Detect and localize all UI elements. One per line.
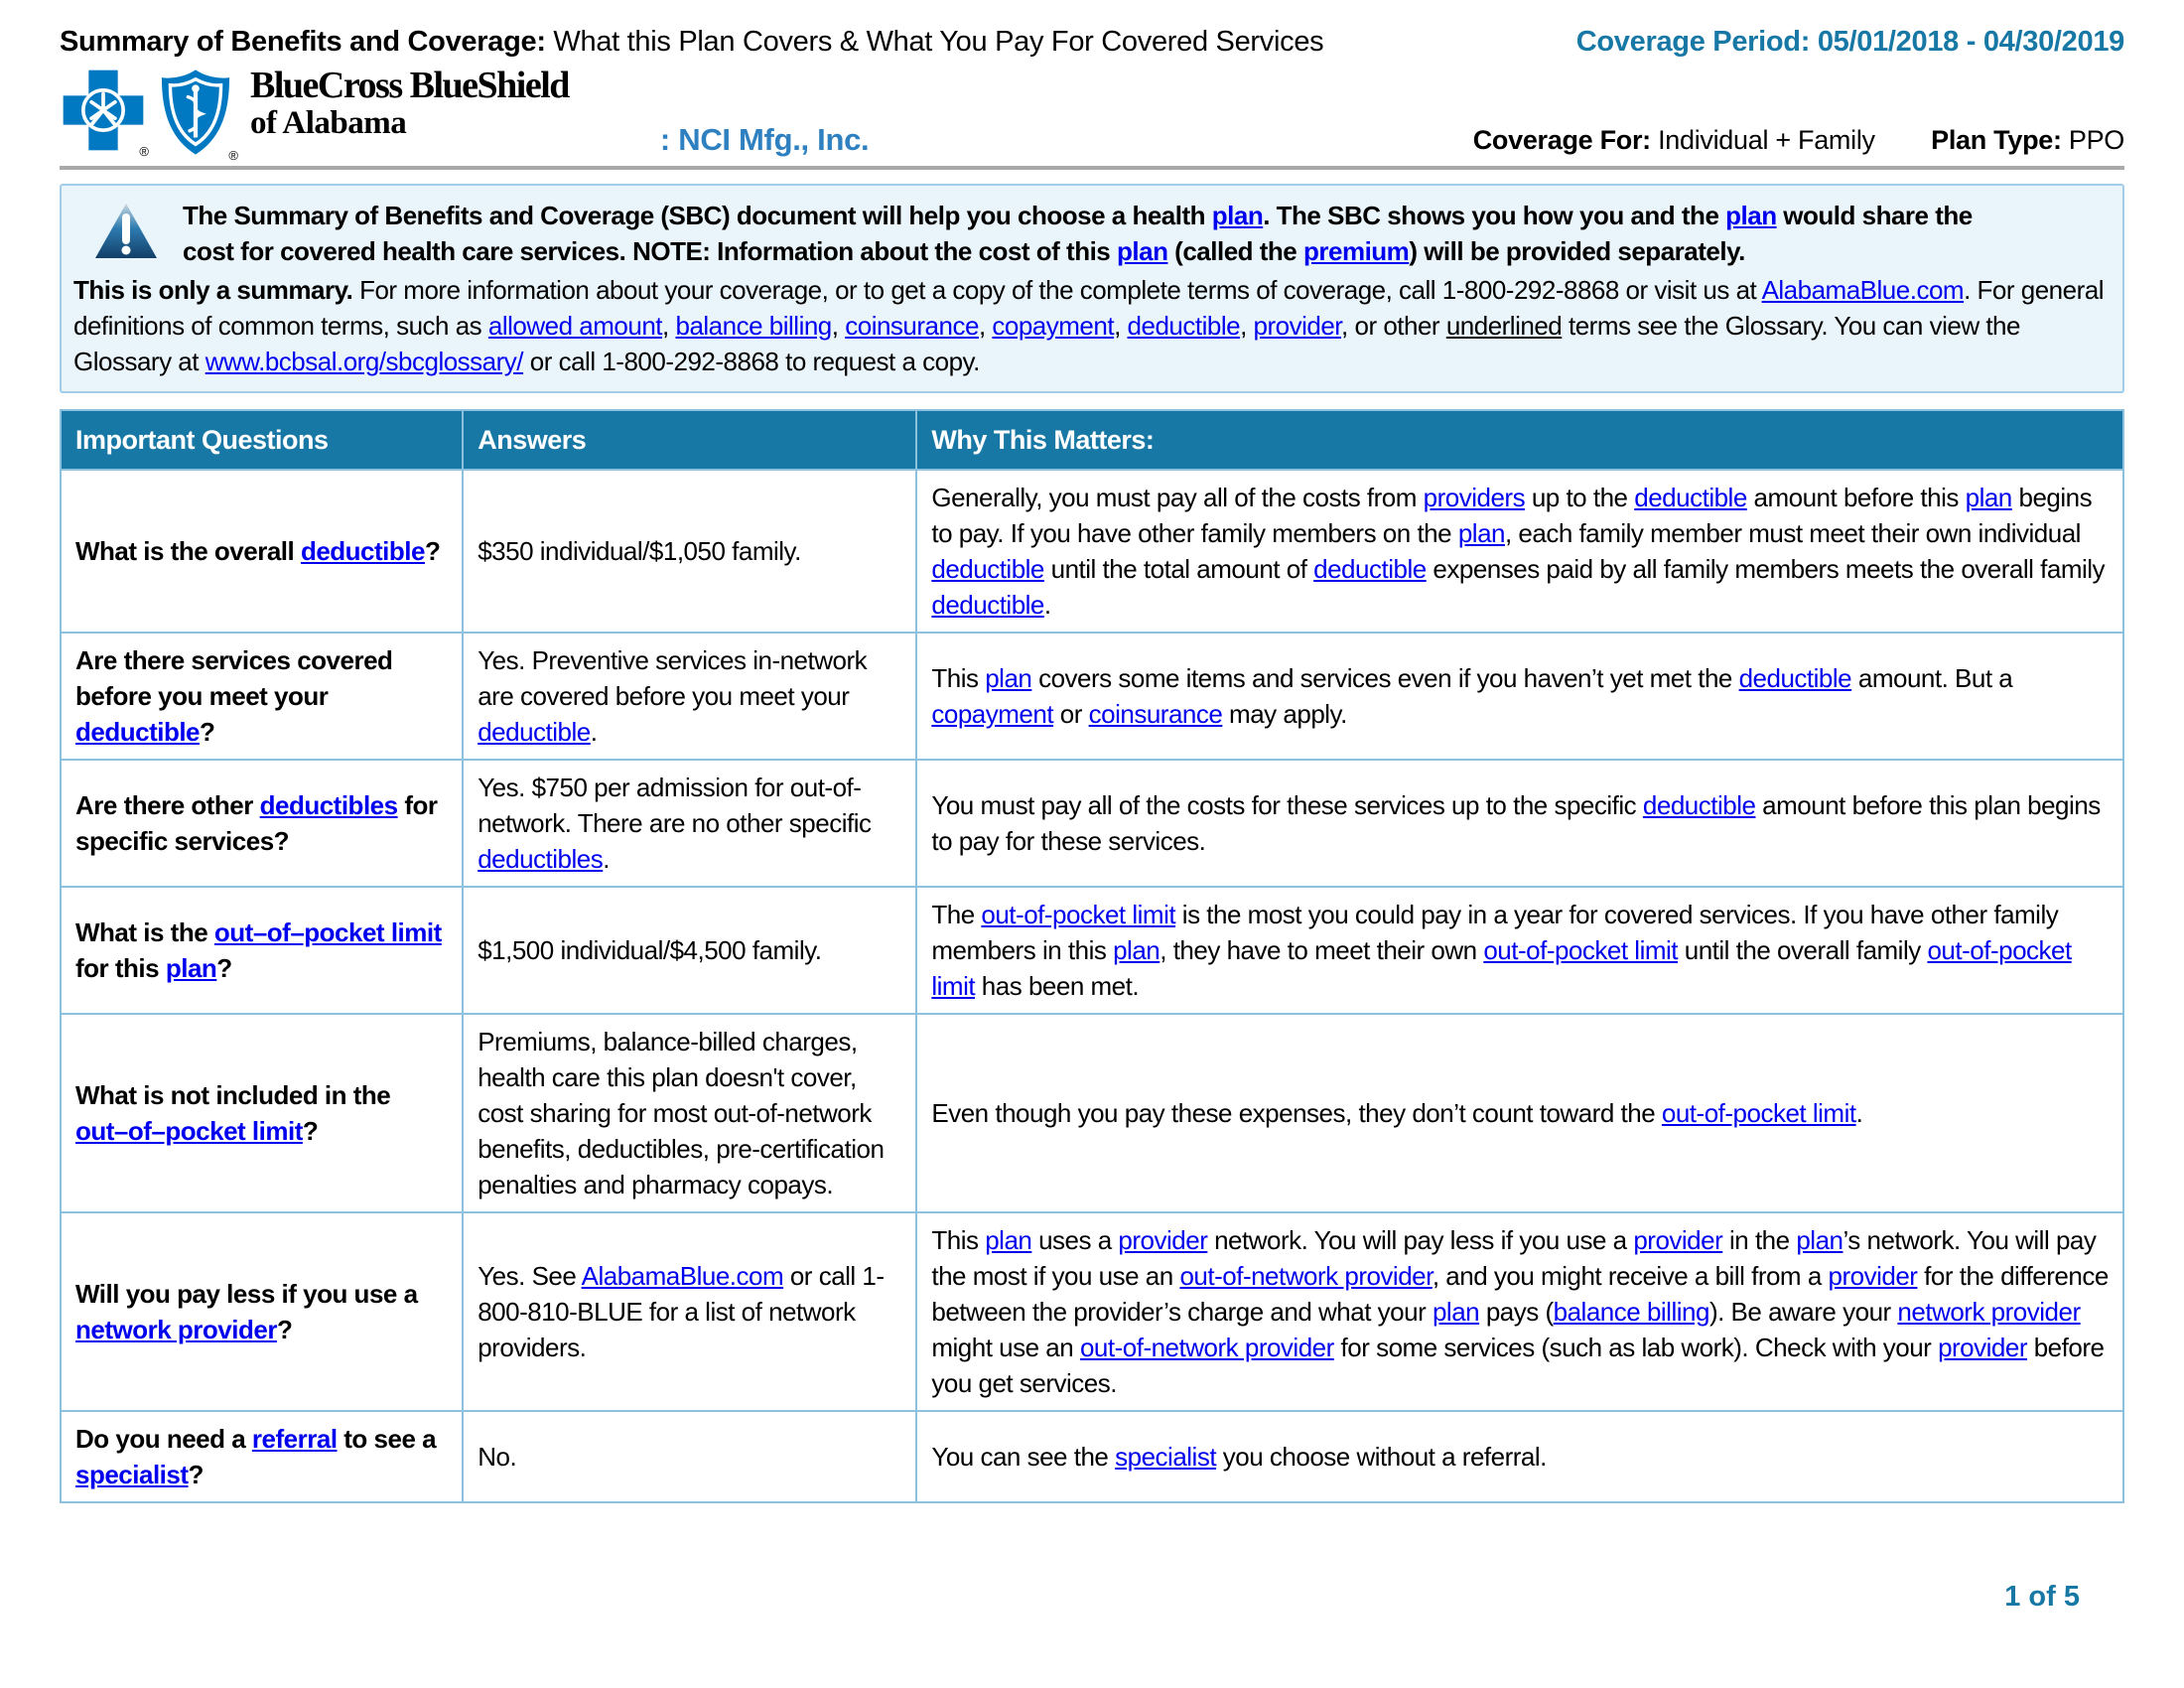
out-of-pocket-limit-link[interactable]: out-of-pocket limit bbox=[931, 935, 2072, 1001]
text-run: Are there other bbox=[75, 790, 260, 820]
deductible-link[interactable]: deductible bbox=[1634, 483, 1747, 512]
why-cell bbox=[916, 1212, 2123, 1411]
text-run: . For general definitions of common terms, such as bbox=[73, 275, 2104, 341]
premium-link[interactable]: premium bbox=[1303, 236, 1410, 266]
deductible-link[interactable]: deductible bbox=[931, 590, 1044, 620]
why-cell bbox=[916, 633, 2123, 760]
answer-cell bbox=[463, 1411, 916, 1502]
table-row bbox=[61, 1212, 2123, 1411]
text-run: until the overall family bbox=[1678, 935, 1928, 965]
plan-type-label: Plan Type: bbox=[1931, 125, 2062, 155]
text-run: amount before this plan begins to pay for these services. bbox=[931, 790, 2101, 856]
question-cell bbox=[61, 760, 463, 887]
bcbs-logo bbox=[60, 65, 569, 163]
plan-link[interactable]: plan bbox=[985, 663, 1032, 693]
text-run: for the difference between the provider’s charge and what your bbox=[931, 1261, 2109, 1327]
text-run: No. bbox=[478, 1442, 517, 1472]
text-run: . bbox=[590, 717, 598, 747]
answer-cell bbox=[463, 760, 916, 887]
provider-link[interactable]: provider bbox=[1633, 1225, 1723, 1255]
table-header-row bbox=[61, 410, 2123, 470]
notice-intro bbox=[183, 198, 2029, 269]
text-run: or call 1-800-810-BLUE for a list of network providers. bbox=[478, 1261, 885, 1362]
table-row bbox=[61, 887, 2123, 1014]
text-run: , or other bbox=[1341, 311, 1446, 341]
deductible-link[interactable]: deductible bbox=[1127, 311, 1241, 341]
deductible-link[interactable]: deductible bbox=[931, 554, 1044, 584]
text-run: may apply. bbox=[1222, 699, 1347, 729]
text-run: , they have to meet their own bbox=[1160, 935, 1484, 965]
plan-link[interactable]: plan bbox=[1113, 935, 1160, 965]
text-run: or call 1-800-292-8868 to request a copy. bbox=[523, 347, 980, 376]
text-run: , bbox=[1240, 311, 1254, 341]
question-cell bbox=[61, 633, 463, 760]
text-run: pays ( bbox=[1479, 1297, 1554, 1327]
why-cell bbox=[916, 760, 2123, 887]
notice-box bbox=[60, 184, 2124, 393]
balance-billing-link[interactable]: balance billing bbox=[675, 311, 832, 341]
text-run: ? bbox=[424, 536, 441, 566]
question-cell bbox=[61, 1014, 463, 1212]
text-run: What is the bbox=[75, 917, 214, 947]
answer-cell bbox=[463, 1014, 916, 1212]
column-header-why-this-matters: Why This Matters: bbox=[916, 410, 2123, 470]
deductible-link[interactable]: deductible bbox=[75, 717, 201, 747]
why-cell bbox=[916, 1411, 2123, 1502]
header-row-2 bbox=[60, 65, 2124, 163]
document-title-rest: What this Plan Covers & What You Pay For Covered Services bbox=[545, 26, 1324, 58]
text-run: until the total amount of bbox=[1043, 554, 1314, 584]
column-header-answers: Answers bbox=[463, 410, 916, 470]
text-run: , each family member must meet their own individual bbox=[1504, 518, 2081, 548]
text-run: has been met. bbox=[975, 971, 1140, 1001]
network-provider-link[interactable]: network provider bbox=[75, 1315, 277, 1344]
text-run: covers some items and services even if you haven’t yet met the bbox=[1031, 663, 1739, 693]
alabamablue-com-link[interactable]: AlabamaBlue.com bbox=[1761, 275, 1965, 305]
text-run: Yes. $750 per admission for out-of-network. There are no other specific bbox=[478, 773, 872, 838]
brand-line-2: of Alabama bbox=[250, 104, 407, 141]
questions-table-body bbox=[61, 470, 2123, 1502]
text-run: , bbox=[662, 311, 676, 341]
specialist-link[interactable]: specialist bbox=[1115, 1442, 1217, 1472]
out-of-pocket-limit-link[interactable]: out-of-pocket limit bbox=[981, 900, 1176, 929]
provider-link[interactable]: provider bbox=[1118, 1225, 1208, 1255]
deductibles-link[interactable]: deductibles bbox=[259, 790, 398, 820]
text-run: The Summary of Benefits and Coverage (SBC) document will help you choose a health bbox=[183, 201, 1212, 230]
specialist-link[interactable]: specialist bbox=[75, 1460, 189, 1489]
text-run: up to the bbox=[1525, 483, 1635, 512]
company-name: : NCI Mfg., Inc. bbox=[659, 122, 870, 157]
table-row bbox=[61, 1411, 2123, 1502]
text-run: to see a bbox=[337, 1424, 437, 1454]
registered-mark: ® bbox=[139, 144, 149, 159]
text-run: . bbox=[1855, 1098, 1863, 1128]
plan-link[interactable]: plan bbox=[1796, 1225, 1843, 1255]
text-run: amount before this bbox=[1746, 483, 1966, 512]
text-run: or bbox=[1053, 699, 1089, 729]
text-run: The bbox=[931, 900, 982, 929]
deductible-link[interactable]: deductible bbox=[478, 717, 591, 747]
coverage-period: Coverage Period: 05/01/2018 - 04/30/2019 bbox=[1575, 26, 2124, 58]
document-title-bold: Summary of Benefits and Coverage: bbox=[60, 26, 546, 58]
table-row bbox=[61, 633, 2123, 760]
header-divider bbox=[60, 166, 2124, 170]
text-run: You must pay all of the costs for these services up to the specific bbox=[931, 790, 1643, 820]
text-run: , and you might receive a bill from a bbox=[1432, 1261, 1829, 1291]
text-run: . bbox=[603, 844, 610, 874]
provider-link[interactable]: provider bbox=[1253, 311, 1342, 341]
text-run: Yes. Preventive services in-network are covered before you meet your bbox=[478, 645, 868, 711]
coverage-for-label: Coverage For: bbox=[1472, 125, 1651, 155]
text-run: This is only a summary. bbox=[73, 275, 353, 305]
text-run: Will you pay less if you use a bbox=[75, 1279, 418, 1309]
allowed-amount-link[interactable]: allowed amount bbox=[487, 311, 663, 341]
notice-summary bbox=[73, 272, 2105, 379]
text-run: for some services (such as lab work). Check with your bbox=[1333, 1333, 1939, 1362]
text-run: , bbox=[978, 311, 993, 341]
out-of-pocket-limit-link[interactable]: out-of-pocket limit bbox=[1483, 935, 1679, 965]
text-run: Generally, you must pay all of the costs from bbox=[931, 483, 1424, 512]
text-run: for this bbox=[75, 953, 166, 983]
coinsurance-link[interactable]: coinsurance bbox=[845, 311, 979, 341]
text-run: This bbox=[931, 663, 986, 693]
copayment-link[interactable]: copayment bbox=[992, 311, 1115, 341]
text-run: Do you need a bbox=[75, 1424, 252, 1454]
plan-link[interactable]: plan bbox=[1725, 201, 1777, 230]
plan-link[interactable]: plan bbox=[1211, 201, 1264, 230]
deductible-link[interactable]: deductible bbox=[1313, 554, 1427, 584]
text-run: would share the cost for covered health care services. NOTE: Information about the cost of this bbox=[183, 201, 1973, 266]
deductible-link[interactable]: deductible bbox=[300, 536, 425, 566]
text-run: might use an bbox=[931, 1333, 1080, 1362]
www-bcbsal-org-sbcglossary-link[interactable]: www.bcbsal.org/sbcglossary/ bbox=[205, 347, 524, 376]
text-run: you choose without a referral. bbox=[1216, 1442, 1547, 1472]
coverage-meta bbox=[1473, 125, 2124, 156]
warning-triangle-icon bbox=[93, 202, 159, 270]
text-run: uses a bbox=[1031, 1225, 1119, 1255]
out-of-pocket-limit-link[interactable]: out–of–pocket limit bbox=[75, 1116, 303, 1146]
plan-link[interactable]: plan bbox=[1117, 236, 1168, 266]
text-run: Even though you pay these expenses, they don’t count toward the bbox=[931, 1098, 1662, 1128]
page-number: 1 of 5 bbox=[2004, 1581, 2080, 1613]
coinsurance-link[interactable]: coinsurance bbox=[1088, 699, 1223, 729]
registered-mark: ® bbox=[228, 148, 238, 163]
why-cell bbox=[916, 470, 2123, 633]
plan-type-value: PPO bbox=[2068, 125, 2124, 155]
text-run: What is not included in the bbox=[75, 1080, 391, 1110]
text-run: Yes. See bbox=[478, 1261, 582, 1291]
out-of-pocket-limit-link[interactable]: out–of–pocket limit bbox=[213, 917, 442, 947]
text-run: ). Be aware your bbox=[1708, 1297, 1898, 1327]
deductible-link[interactable]: deductible bbox=[1738, 663, 1852, 693]
text-run: ? bbox=[216, 953, 232, 983]
deductibles-link[interactable]: deductibles bbox=[478, 844, 604, 874]
plan-link[interactable]: plan bbox=[985, 1225, 1032, 1255]
answer-cell bbox=[463, 633, 916, 760]
question-cell bbox=[61, 1212, 463, 1411]
bcbs-logo-text bbox=[250, 67, 569, 140]
balance-billing-link[interactable]: balance billing bbox=[1553, 1297, 1709, 1327]
text-run: . bbox=[1043, 590, 1051, 620]
brand-line-1: BlueCross BlueShield bbox=[250, 65, 569, 106]
alabamablue-com-link[interactable]: AlabamaBlue.com bbox=[581, 1261, 784, 1291]
answer-cell bbox=[463, 887, 916, 1014]
text-run: in the bbox=[1722, 1225, 1797, 1255]
text-run: expenses paid by all family members meets the overall family bbox=[1426, 554, 2106, 584]
text-run: ? bbox=[188, 1460, 204, 1489]
text-run: ’s network. You will pay the most if you use an bbox=[931, 1225, 2097, 1291]
deductible-link[interactable]: deductible bbox=[1642, 790, 1756, 820]
text-run: amount. But a bbox=[1851, 663, 2013, 693]
text-run: begins to pay. If you have other family members on the bbox=[931, 483, 2093, 548]
coverage-for-value: Individual + Family bbox=[1658, 125, 1875, 155]
why-cell bbox=[916, 887, 2123, 1014]
text-run: . The SBC shows you how you and the bbox=[1263, 201, 1726, 230]
out-of-network-provider-link[interactable]: out-of-network provider bbox=[1179, 1261, 1433, 1291]
text-run: What is the overall bbox=[75, 536, 301, 566]
text-run: For more information about your coverage, or to get a copy of the complete terms of coverage, call 1-800-292-8868 or visit us at bbox=[352, 275, 1762, 305]
plan-link[interactable]: plan bbox=[1457, 518, 1505, 548]
bcbs-cross-icon bbox=[60, 67, 149, 159]
answer-cell bbox=[463, 470, 916, 633]
column-header-important-questions: Important Questions bbox=[61, 410, 463, 470]
notice-top-row bbox=[73, 198, 2105, 270]
header-row-1 bbox=[60, 26, 2124, 59]
why-cell bbox=[916, 1014, 2123, 1212]
table-row bbox=[61, 1014, 2123, 1212]
question-cell bbox=[61, 1411, 463, 1502]
provider-link[interactable]: provider bbox=[1828, 1261, 1918, 1291]
plan-link[interactable]: plan bbox=[165, 953, 217, 983]
text-run: You can see the bbox=[931, 1442, 1116, 1472]
document-title bbox=[60, 26, 1323, 59]
text-run: $350 individual/$1,050 family. bbox=[478, 536, 801, 566]
text-run: Premiums, balance-billed charges, health care this plan doesn't cover, cost sharing for most out-of-network benefits, deductibles, pre-certification penalties and pharmacy copays. bbox=[478, 1027, 885, 1199]
text-run: ) will be provided separately. bbox=[1409, 236, 1745, 266]
text-run: is the most you could pay in a year for covered services. If you have other family members in this bbox=[931, 900, 2059, 965]
text-run: This bbox=[931, 1225, 986, 1255]
text-run: $1,500 individual/$4,500 family. bbox=[478, 935, 822, 965]
out-of-pocket-limit-link[interactable]: out-of-pocket limit bbox=[1661, 1098, 1856, 1128]
text-run: ? bbox=[302, 1116, 319, 1146]
text-run: ? bbox=[200, 717, 215, 747]
copayment-link[interactable]: copayment bbox=[931, 699, 1054, 729]
text-run: underlined bbox=[1445, 311, 1563, 341]
table-row bbox=[61, 470, 2123, 633]
text-run: ? bbox=[276, 1315, 293, 1344]
text-run: network. You will pay less if you use a bbox=[1207, 1225, 1634, 1255]
providers-link[interactable]: providers bbox=[1423, 483, 1526, 512]
text-run: before you get services. bbox=[931, 1333, 2105, 1398]
text-run: , bbox=[831, 311, 846, 341]
out-of-network-provider-link[interactable]: out-of-network provider bbox=[1079, 1333, 1334, 1362]
question-cell bbox=[61, 887, 463, 1014]
text-run: , bbox=[1114, 311, 1128, 341]
text-run: terms see the Glossary. You can view the Glossary at bbox=[73, 311, 2020, 376]
network-provider-link[interactable]: network provider bbox=[1897, 1297, 2081, 1327]
provider-link[interactable]: provider bbox=[1938, 1333, 2027, 1362]
text-run: Are there services covered before you meet your bbox=[75, 645, 393, 711]
answer-cell bbox=[463, 1212, 916, 1411]
important-questions-table bbox=[60, 409, 2124, 1503]
plan-link[interactable]: plan bbox=[1965, 483, 2012, 512]
referral-link[interactable]: referral bbox=[251, 1424, 338, 1454]
question-cell bbox=[61, 470, 463, 633]
table-row bbox=[61, 760, 2123, 887]
text-run: for specific services? bbox=[75, 790, 438, 856]
plan-link[interactable]: plan bbox=[1432, 1297, 1480, 1327]
text-run: (called the bbox=[1167, 236, 1303, 266]
bcbs-shield-icon bbox=[155, 67, 238, 163]
